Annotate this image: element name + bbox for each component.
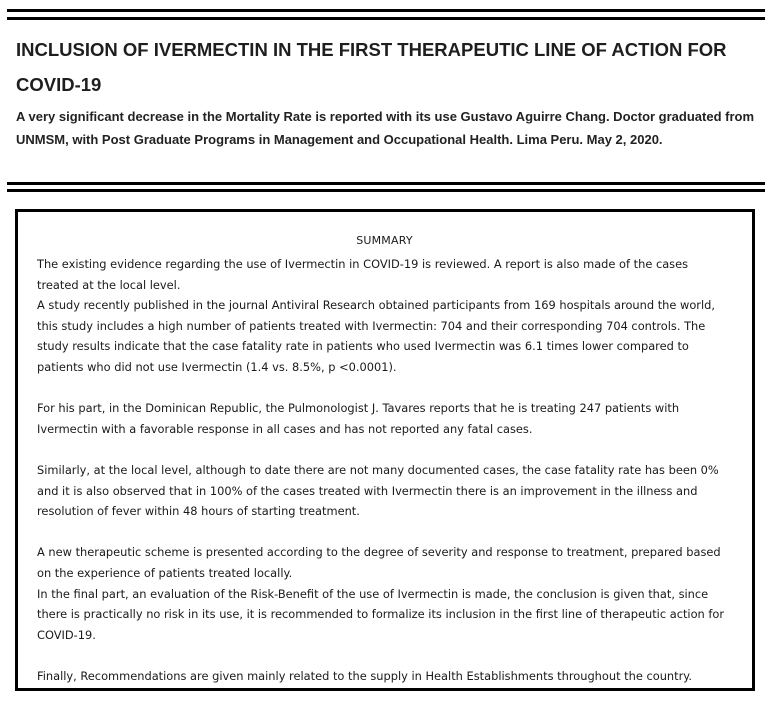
paragraph-spacer (37, 378, 732, 399)
paragraph-spacer (37, 439, 732, 460)
summary-paragraph-study: A study recently published in the journal Antiviral Research obtained participants from 169 hospitals around the world, this study includes a high number of patients treated with Ivermectin: 704 and their corresponding 704 controls. The study results indicate that the case fatality rate in patients who used Ivermectin was 6.1 times lower compared to patients who did not use Ivermectin (1.4 vs. 8.5%, p <0.0001). (37, 298, 716, 374)
summary-paragraph-risk-benefit: In the final part, an evaluation of the Risk-Benefit of the use of Ivermectin is made, the conclusion is given that, since there is practically no risk in its use, it is recommended to formalize its inclusion in the first line of therapeutic action for COVID-19. (37, 586, 725, 642)
paragraph-spacer (37, 645, 732, 666)
summary-box (15, 209, 755, 691)
summary-paragraph-dominican: For his part, in the Dominican Republic, the Pulmonologist J. Tavares reports that he is treating 247 patients with Ivermectin with a favorable response in all cases and has not reported any fatal cases. (37, 401, 680, 436)
summary-paragraph-local: Similarly, at the local level, although to date there are not many documented cases, the case fatality rate has been 0% and it is also observed that in 100% of the cases treated with Ivermectin there is an improvement in the illness and resolution of fever within 48 hours of starting treatment. (37, 462, 719, 519)
article-subtitle-byline: A very significant decrease in the Mortality Rate is reported with its use Gustavo Aguirre Chang. Doctor graduated from UNMSM, with Post Graduate Programs in Management and Occupational Health. Lima Peru. May 2, 2020. (16, 109, 755, 147)
article-title: INCLUSION OF IVERMECTIN IN THE FIRST THERAPEUTIC LINE OF ACTION FOR COVID-19 (16, 39, 727, 95)
summary-paragraph-scheme: A new therapeutic scheme is presented according to the degree of severity and response to treatment, prepared based on the experience of patients treated locally. (37, 545, 721, 580)
top-double-rule (7, 9, 765, 20)
summary-heading: SUMMARY (356, 234, 413, 247)
article-header (16, 32, 756, 151)
paragraph-spacer (37, 522, 732, 543)
summary-paragraph-review: The existing evidence regarding the use of Ivermectin in COVID-19 is reviewed. A report is also made of the cases treated at the local level. (37, 257, 689, 292)
summary-paragraph-recommendations: Finally, Recommendations are given mainly related to the supply in Health Establishments throughout the country. (37, 668, 693, 683)
header-bottom-double-rule (7, 182, 765, 192)
